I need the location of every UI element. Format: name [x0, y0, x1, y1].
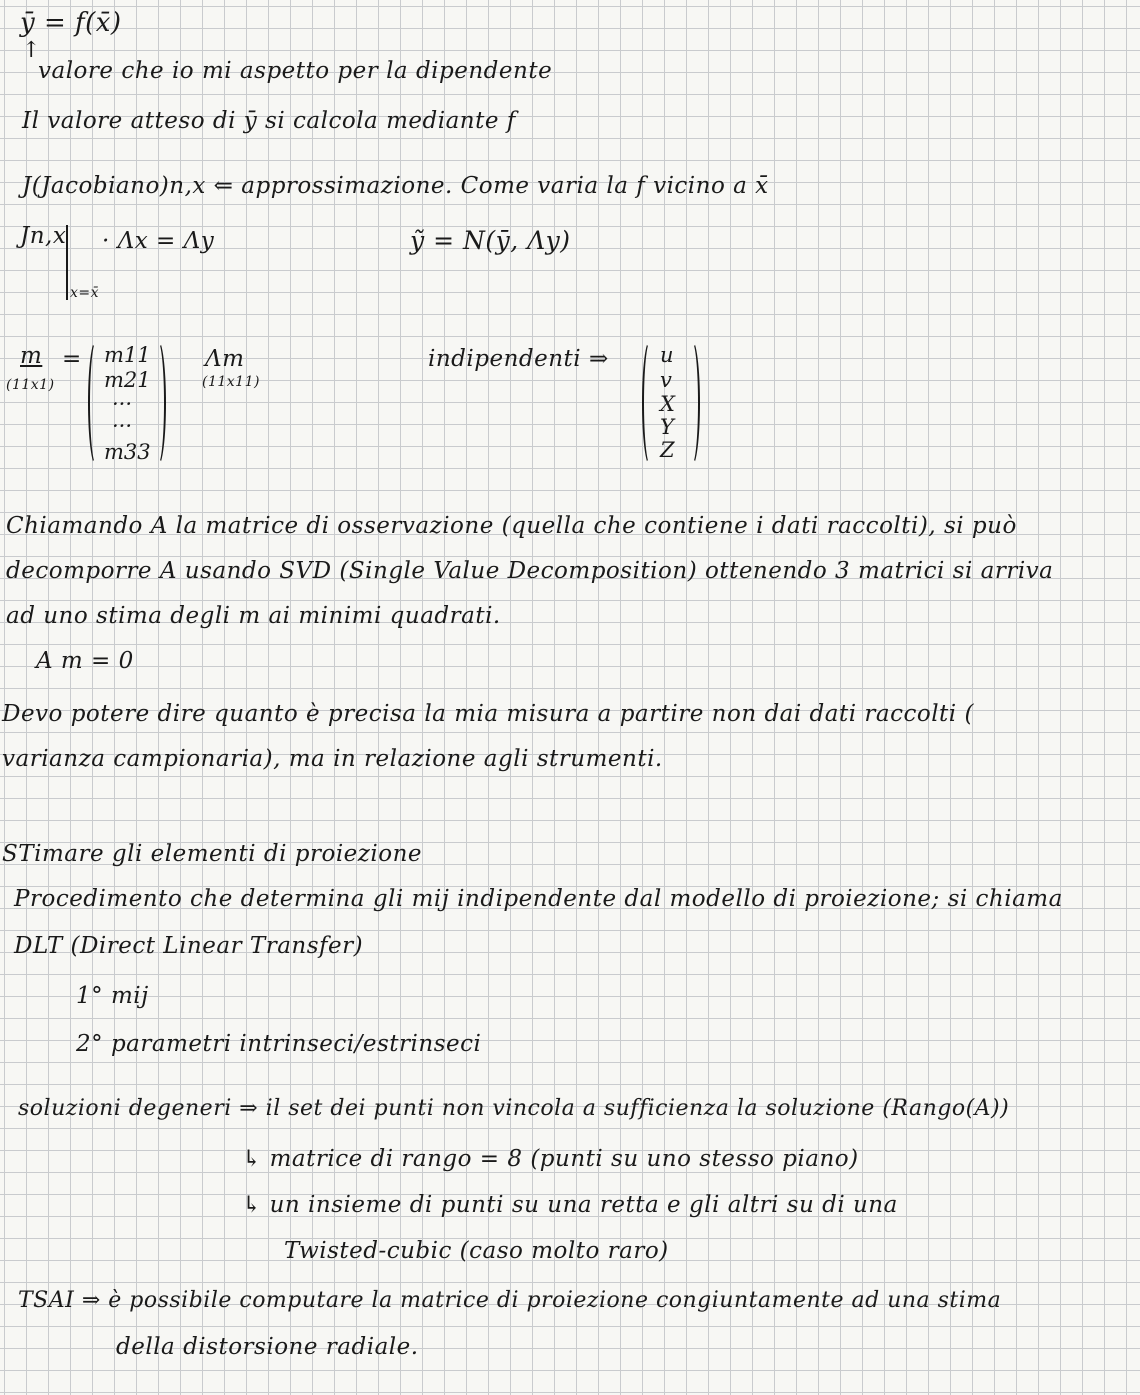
para2-line: varianza campionaria), ma in relazione agli strumenti.: [2, 746, 663, 772]
indip-var: u: [660, 343, 674, 367]
indip-var: Y: [660, 415, 674, 439]
right-paren: [150, 340, 166, 466]
para3-line: DLT (Direct Linear Transfer): [14, 933, 364, 959]
am-equation: A m = 0: [36, 648, 134, 674]
degenerate-line: soluzioni degeneri ⇒ il set dei punti non vincola a sufficienza la soluzione (Rango(A)): [18, 1096, 1010, 1121]
m-entry: ···: [112, 392, 133, 416]
jacobian-symbol: Jn,x: [20, 223, 67, 249]
para2-line: Devo potere dire quanto è precisa la mia misura a partire non dai dati raccolti (: [2, 701, 974, 727]
m-entry: m11: [104, 343, 151, 367]
jacobian-line: J(Jacobiano)n,x ⇐ approssimazione. Come varia la f vicino a x̄: [22, 173, 769, 199]
right-paren: [684, 340, 700, 466]
m-entry: m21: [104, 368, 151, 392]
evaluation-bar: [66, 225, 68, 300]
header-formula: ȳ = f(x̄): [20, 8, 122, 38]
lambda-m: Λm: [205, 346, 245, 372]
indip-var: X: [660, 392, 675, 416]
m-entry: m33: [104, 440, 151, 464]
indip-var: v: [660, 368, 672, 392]
para1-line: decomporre A usando SVD (Single Value Decomposition) ottenendo 3 matrici si arriva: [6, 558, 1054, 584]
lambda-m-dim: (11x11): [202, 374, 260, 390]
m-equals: =: [62, 346, 82, 372]
normal-distribution: ỹ = N(ȳ, Λy): [410, 226, 571, 255]
tsai-line: della distorsione radiale.: [116, 1334, 419, 1360]
m-vector-label: m: [20, 343, 43, 369]
degenerate-case-cont: Twisted-cubic (caso molto raro): [284, 1238, 669, 1264]
left-paren: [88, 340, 104, 466]
degenerate-case: ↳ matrice di rango = 8 (punti su uno stesso piano): [242, 1146, 859, 1172]
expected-value-line: Il valore atteso di ȳ si calcola mediante f: [22, 108, 516, 134]
para3-line: Procedimento che determina gli mij indipendente dal modello di proiezione; si chiama: [14, 886, 1063, 912]
section-title: STimare gli elementi di proiezione: [2, 841, 423, 867]
degenerate-case: ↳ un insieme di punti su una retta e gli altri su di una: [242, 1192, 898, 1218]
evaluation-point: x=x̄: [70, 285, 100, 301]
arrow-up-icon: ↑: [22, 38, 41, 63]
tsai-line: TSAI ⇒ è possibile computare la matrice di proiezione congiuntamente ad una stima: [18, 1288, 1002, 1313]
para1-line: ad uno stima degli m ai minimi quadrati.: [6, 603, 501, 629]
indip-var: Z: [660, 438, 675, 462]
indipendenti-label: indipendenti ⇒: [428, 346, 609, 372]
jacobian-product: · Λx = Λy: [102, 228, 215, 254]
step-item: 2° parametri intrinseci/estrinseci: [76, 1031, 482, 1057]
arrow-note: valore che io mi aspetto per la dipendente: [38, 58, 553, 84]
m-vector-dim: (11x1): [6, 377, 55, 393]
m-entry: ···: [112, 414, 133, 438]
left-paren: [642, 340, 658, 466]
para1-line: Chiamando A la matrice di osservazione (quella che contiene i dati raccolti), si può: [6, 513, 1017, 539]
step-item: 1° mij: [76, 983, 149, 1009]
